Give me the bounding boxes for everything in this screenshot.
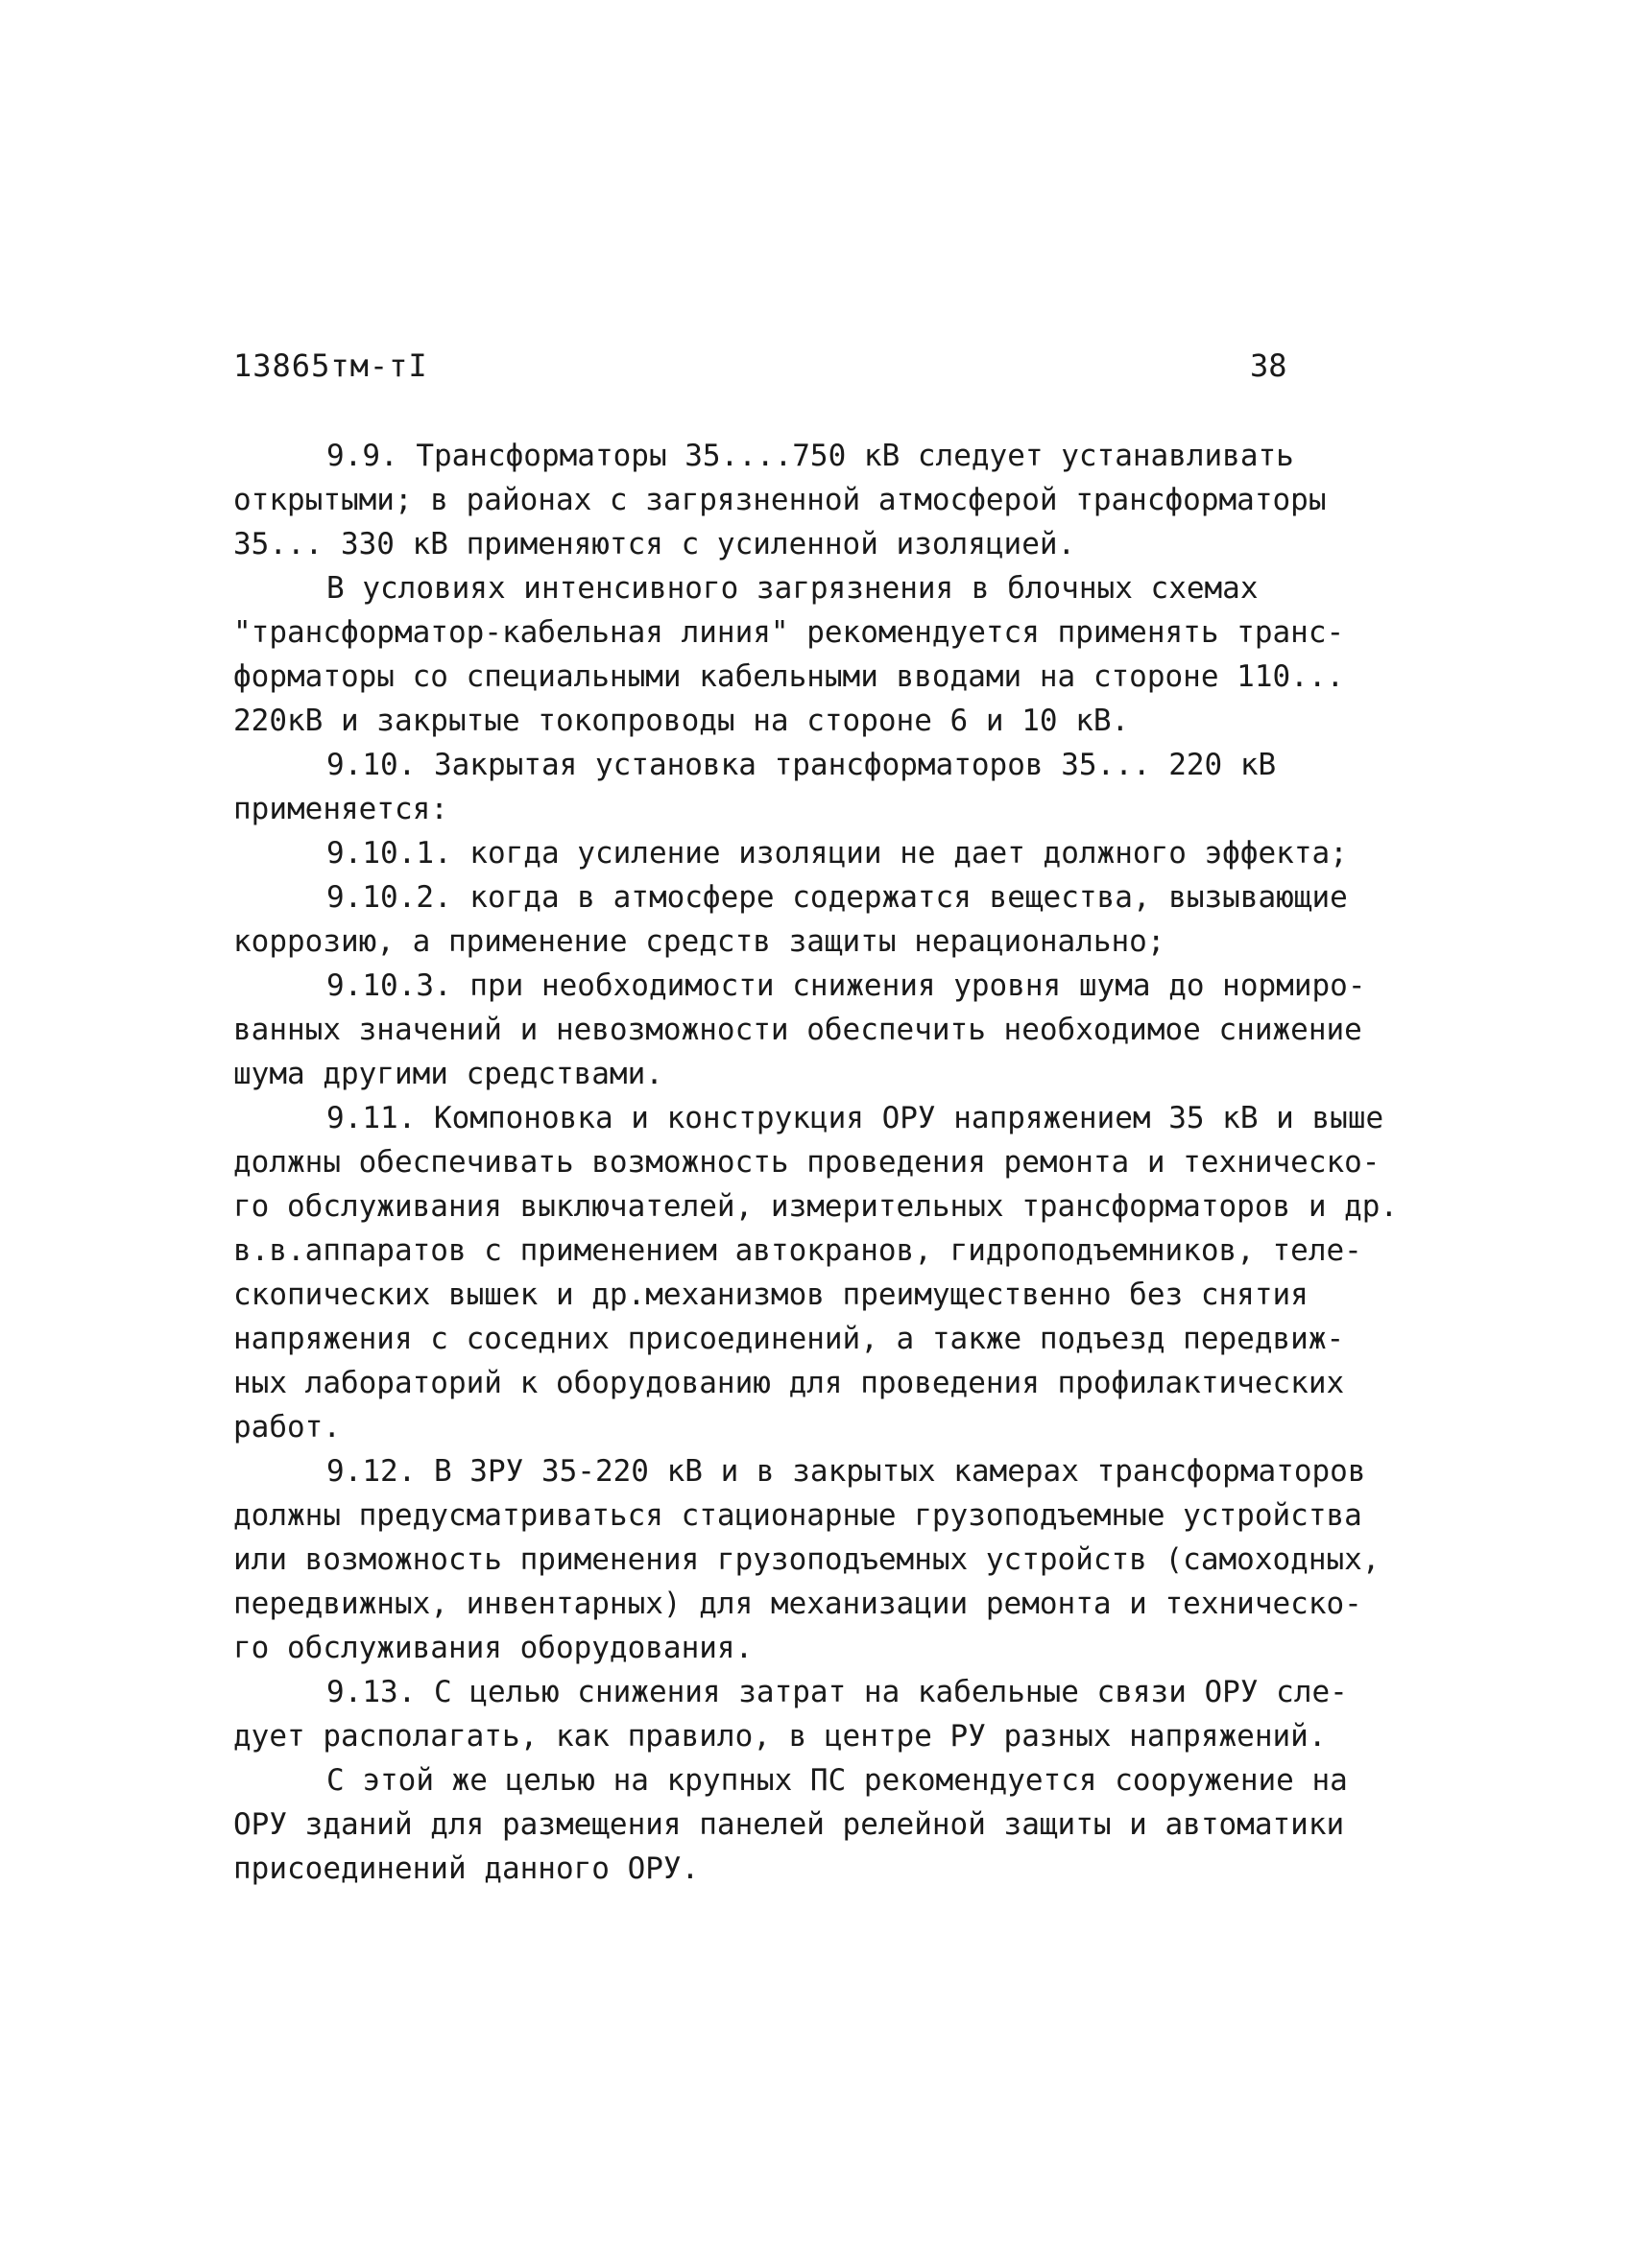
text-line: скопических вышек и др.механизмов преимущественно без снятия — [233, 1277, 1309, 1312]
text-line: шума другими средствами. — [233, 1057, 663, 1091]
text-line: должны предусматриваться стационарные грузоподъемные устройства — [233, 1498, 1362, 1533]
text-line: 9.12. В ЗРУ 35-220 кВ и в закрытых камерах трансформаторов — [326, 1454, 1366, 1489]
text-line: открытыми; в районах с загрязненной атмосферой трансформаторы — [233, 483, 1327, 517]
text-line: или возможность применения грузоподъемных устройств (самоходных, — [233, 1542, 1381, 1577]
text-line: 35... 330 кВ применяются с усиленной изоляцией. — [233, 527, 1076, 561]
text-line: форматоры со специальными кабельными вводами на стороне 110... — [233, 659, 1345, 694]
text-line: в.в.аппаратов с применением автокранов, гидроподъемников, теле- — [233, 1233, 1362, 1268]
text-line: В условиях интенсивного загрязнения в блочных схемах — [326, 571, 1259, 606]
text-line: напряжения с соседних присоединений, а также подъезд передвиж- — [233, 1322, 1345, 1356]
text-line: ванных значений и невозможности обеспечить необходимое снижение — [233, 1013, 1362, 1047]
text-line: "трансформатор-кабельная линия" рекомендуется применять транс- — [233, 615, 1345, 650]
document-body — [233, 434, 1414, 1891]
text-line: применяется: — [233, 792, 448, 826]
document-number: 13865тм-тI — [233, 347, 428, 384]
text-line: 9.10.3. при необходимости снижения уровня шума до нормиро- — [326, 968, 1366, 1003]
text-line: С этой же целью на крупных ПС рекомендуется сооружение на — [326, 1763, 1348, 1798]
text-line: коррозию, а применение средств защиты нерационально; — [233, 924, 1165, 959]
text-line: ОРУ зданий для размещения панелей релейной защиты и автоматики — [233, 1807, 1345, 1842]
text-line: го обслуживания оборудования. — [233, 1631, 754, 1665]
text-line: 9.11. Компоновка и конструкция ОРУ напряжением 35 кВ и выше — [326, 1101, 1384, 1135]
text-line: 9.9. Трансформаторы 35....750 кВ следует устанавливать — [326, 439, 1294, 473]
text-line: го обслуживания выключателей, измерительных трансформаторов и др. — [233, 1189, 1399, 1224]
text-line: 9.10.2. когда в атмосфере содержатся вещества, вызывающие — [326, 880, 1348, 915]
text-line: 220кВ и закрытые токопроводы на стороне 6 и 10 кВ. — [233, 704, 1130, 738]
text-line: 9.10. Закрытая установка трансформаторов 35... 220 кВ — [326, 748, 1277, 782]
text-line: ных лабораторий к оборудованию для проведения профилактических — [233, 1366, 1345, 1400]
text-line: 9.13. С целью снижения затрат на кабельные связи ОРУ сле- — [326, 1675, 1348, 1709]
text-line: присоединений данного ОРУ. — [233, 1851, 700, 1886]
text-line: передвижных, инвентарных) для механизации ремонта и техническо- — [233, 1587, 1362, 1621]
page-number: 38 — [1250, 347, 1287, 384]
text-line: дует располагать, как правило, в центре РУ разных напряжений. — [233, 1719, 1327, 1754]
text-line: 9.10.1. когда усиление изоляции не дает должного эффекта; — [326, 836, 1348, 871]
text-line: должны обеспечивать возможность проведения ремонта и техническо- — [233, 1145, 1381, 1180]
text-line: работ. — [233, 1410, 341, 1444]
